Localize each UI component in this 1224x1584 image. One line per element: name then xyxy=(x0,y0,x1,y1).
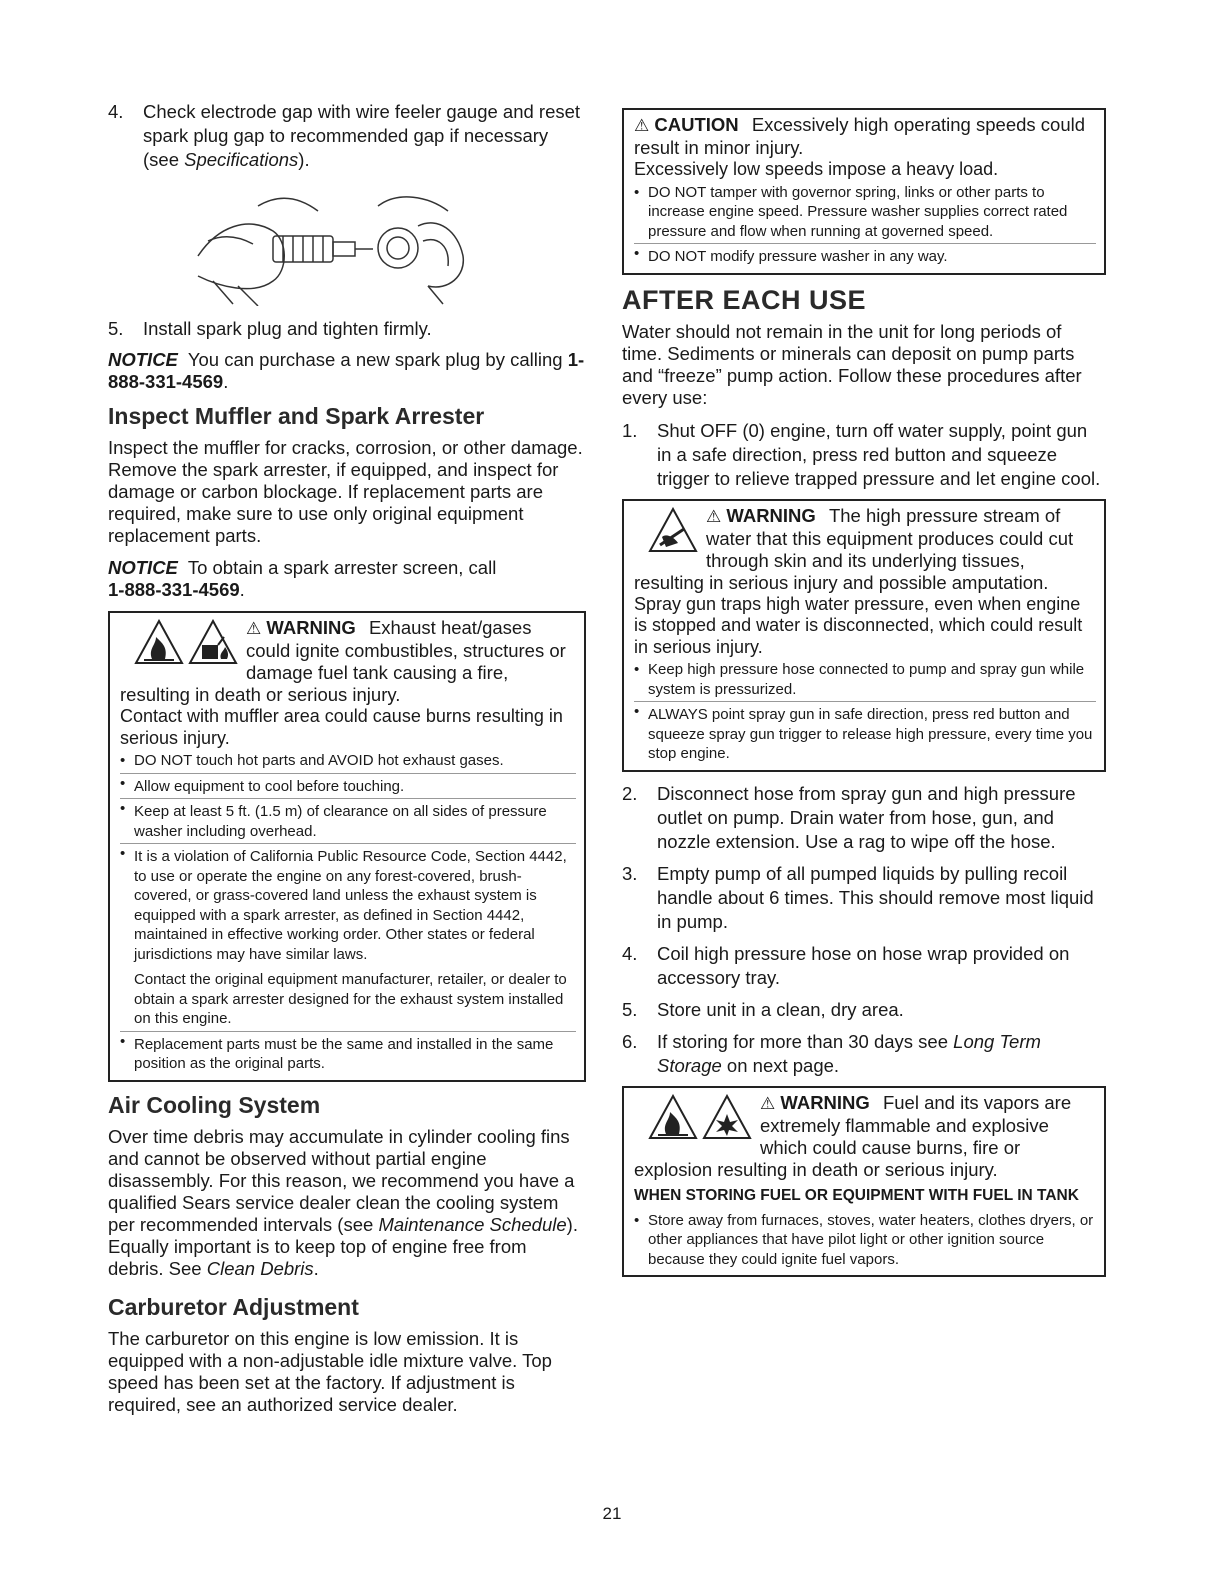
list-item: • Keep at least 5 ft. (1.5 m) of clearance on all sides of pressure washer including overhead. xyxy=(120,798,576,841)
step-5: 5. Install spark plug and tighten firmly. xyxy=(108,318,432,339)
signal-word: CAUTION xyxy=(654,114,739,135)
step-1: 1. Shut OFF (0) engine, turn off water supply, point gun in a safe direction, press red button and squeeze trigger to relieve trapped pressure and let engine cool. xyxy=(622,419,1101,489)
warning-icon: ⚠ xyxy=(706,506,722,526)
fuel-fire-hazard-icon xyxy=(188,619,238,665)
left-column xyxy=(108,100,586,1426)
list-item: • Allow equipment to cool before touching. xyxy=(120,773,576,797)
fire-hazard-icon xyxy=(648,1094,698,1140)
warning-box-fuel: ⚠ WARNING Fuel and its vapors are extremely flammable and explosive which could cause burns, fire or explosion resulting in death or serious injury. WHEN STORING FUEL OR EQUIPMENT WITH FUEL IN TANK • Store away from furnaces, stoves, water heaters, clothes dryers, or other appliances that have pilot light or other ignition source because they could ignite fuel vapors. xyxy=(622,1086,1106,1278)
list-item: • DO NOT modify pressure washer in any way. xyxy=(634,243,1096,267)
warning-icon: ⚠ xyxy=(634,116,650,135)
step-3: 3. Empty pump of all pumped liquids by pulling recoil handle about 6 times. This should remove most liquid in pump. xyxy=(622,862,1094,932)
notice-spark-plug: NOTICE You can purchase a new spark plug by calling 1-888-331-4569. xyxy=(108,349,585,392)
muffler-body: Inspect the muffler for cracks, corrosion, or other damage. Remove the spark arrester, if equipped, and inspect for damage or carbon blockage. If replacement parts are required, make sure to use only original equipment replacement parts. xyxy=(108,437,583,546)
cross-reference: Maintenance Schedule xyxy=(378,1213,567,1235)
list-item: • Store away from furnaces, stoves, water heaters, clothes dryers, or other appliances that have pilot light or other ignition source because they could ignite fuel vapors. xyxy=(634,1211,1096,1270)
heading-air-cooling: Air Cooling System xyxy=(108,1091,321,1118)
signal-word: WARNING xyxy=(726,504,816,526)
cross-reference: Clean Debris xyxy=(206,1257,314,1279)
carburetor-body: The carburetor on this engine is low emission. It is equipped with a non-adjustable idle mixture valve. Top speed has been set at the factory. If adjustment is required, see an authorized service dealer. xyxy=(108,1327,552,1415)
warning-bullets xyxy=(120,751,576,1074)
signal-word: WARNING xyxy=(266,617,356,638)
warning-icon: ⚠ xyxy=(246,619,262,638)
step-4: 4. Check electrode gap with wire feeler gauge and reset spark plug gap to recommended gap if necessary (see Specifications). xyxy=(108,101,581,170)
sub-paragraph: Contact the original equipment manufacturer, retailer, or dealer to obtain a spark arrester designed for the exhaust system installed on this engine. xyxy=(134,971,567,1027)
storage-subheading: WHEN STORING FUEL OR EQUIPMENT WITH FUEL IN TANK xyxy=(634,1186,1079,1204)
air-cooling-body: Over time debris may accumulate in cylinder cooling fins and cannot be observed without partial engine disassembly. For this reason, we recommend you have a qualified Sears service dealer clean the cooling system per recommended intervals (see Maintenance Schedule). Equally important is to keep top of engine free from debris. See Clean Debris. xyxy=(108,1125,578,1279)
after-use-intro: Water should not remain in the unit for long periods of time. Sediments or minerals can deposit on pump parts and “freeze” pump action. Follow these procedures after every use: xyxy=(622,320,1082,408)
list-item: • Replacement parts must be the same and installed in the same position as the original parts. xyxy=(120,1031,576,1074)
step-number: 4. xyxy=(108,101,124,122)
warning-bullets xyxy=(634,1211,1096,1270)
warning-bullets xyxy=(634,660,1096,764)
heading-muffler: Inspect Muffler and Spark Arrester xyxy=(108,403,485,429)
list-item: • ALWAYS point spray gun in safe direction, press red button and squeeze spray gun trigger to release high pressure, every time you stop engine. xyxy=(634,701,1096,764)
notice-spark-arrester: NOTICE To obtain a spark arrester screen, call 1-888-331-4569. xyxy=(108,557,497,600)
step-6: 6. If storing for more than 30 days see Long Term Storage on next page. xyxy=(622,1030,1041,1076)
list-item: • DO NOT tamper with governor spring, links or other parts to increase engine speed. Pressure washer supplies correct rated pressure and flow when running at governed speed. xyxy=(634,183,1096,242)
cross-reference: Specifications xyxy=(184,149,299,170)
heading-carburetor: Carburetor Adjustment xyxy=(108,1293,359,1320)
step-2: 2. Disconnect hose from spray gun and high pressure outlet on pump. Drain water from hose, gun, and nozzle extension. Use a rag to wipe off the hose. xyxy=(622,782,1076,852)
warning-box-high-pressure: ⚠ WARNING The high pressure stream of water that this equipment produces could cut through skin and its underlying tissues, resulting in serious injury and possible amputation. Spray gun traps high water pressure, even when engine is stopped and water is disconnected, which could result in serious injury. • Keep high pressure hose connected to pump and spray gun while system is pressurized. • ALWAYS point spray gun in safe direction, press red button and squeeze spray gun trigger to release high pressure, every time you stop engine. xyxy=(622,499,1106,772)
caution-bullets xyxy=(634,183,1096,267)
heading-after-each-use: AFTER EACH USE xyxy=(622,284,867,315)
warning-icon: ⚠ xyxy=(760,1093,776,1113)
phone-number: 1-888-331-4569 xyxy=(108,349,585,392)
list-item: • Keep high pressure hose connected to pump and spray gun while system is pressurized. xyxy=(634,660,1096,699)
caution-box: ⚠ CAUTION Excessively high operating speeds could result in minor injury. Excessively low speeds impose a heavy load. • DO NOT tamper with governor spring, links or other parts to increase engine speed. Pressure washer supplies correct rated pressure and flow when running at governed speed. • DO NOT modify pressure washer in any way. xyxy=(622,108,1106,275)
step-4: 4. Coil high pressure hose on hose wrap provided on accessory tray. xyxy=(622,942,1070,988)
injection-hazard-icon xyxy=(648,507,698,553)
page-number: 21 xyxy=(602,1504,622,1523)
explosion-hazard-icon xyxy=(702,1094,752,1140)
list-item: • DO NOT touch hot parts and AVOID hot exhaust gases. xyxy=(120,751,576,771)
step-5: 5. Store unit in a clean, dry area. xyxy=(622,998,904,1020)
phone-number: 1-888-331-4569 xyxy=(108,579,240,600)
warning-box-exhaust: ⚠ WARNING Exhaust heat/gases could ignite combustibles, structures or damage fuel tank causing a fire, resulting in death or serious injury. Contact with muffler area could cause burns resulting in serious injury. • DO NOT touch hot parts and AVOID hot exhaust gases. • Allow equipment to cool before touching. • Keep at least 5 ft. (1.5 m) of clearance on all sides of pressure washer including overhead. • It is a violation of California Public Resource Code, Section 4442, to use or operate the engine on any forest-covered, brush-covered, or grass-covered land unless the exhaust system is equipped with a spark arrester, as defined in Section 4442, maintained in effective working order. Other states or federal jurisdictions may have similar laws. Contact the original equipment manufacturer, retailer, or dealer to obtain a spark arrester designed for the exhaust system installed on this engine. • Replacement parts must be the same and installed in the same position as the original parts. xyxy=(108,611,586,1082)
fire-hazard-icon xyxy=(134,619,184,665)
cross-reference: Long Term Storage xyxy=(657,1030,1041,1076)
list-item: • It is a violation of California Public Resource Code, Section 4442, to use or operate the engine on any forest-covered, brush-covered, or grass-covered land unless the exhaust system is equipped with a spark arrester, as defined in Section 4442, maintained in effective working order. Other states or federal jurisdictions may have similar laws. Contact the original equipment manufacturer, retailer, or dealer to obtain a spark arrester designed for the exhaust system installed on this engine. xyxy=(120,843,576,1029)
right-column xyxy=(622,108,1106,1287)
signal-word: WARNING xyxy=(780,1091,870,1113)
spark-plug-gap-illustration xyxy=(178,186,478,306)
